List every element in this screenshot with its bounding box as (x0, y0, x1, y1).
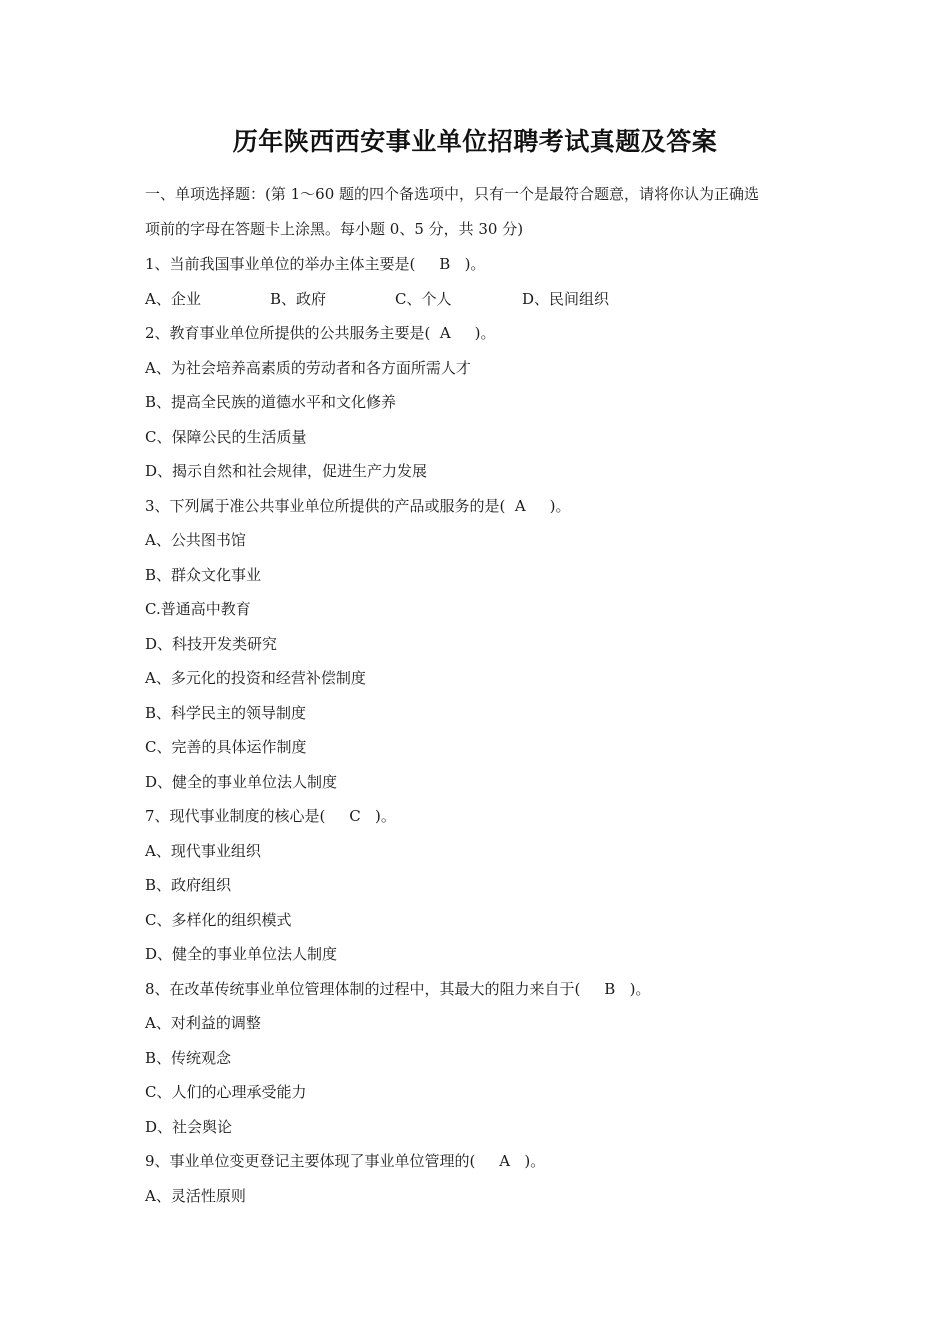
question-list (145, 247, 845, 1213)
option: B、提高全民族的道德水平和文化修养 (145, 393, 397, 411)
option: C.普通高中教育 (145, 600, 251, 618)
option: B、政府 (270, 289, 327, 308)
option: C、保障公民的生活质量 (145, 427, 307, 446)
option: D、健全的事业单位法人制度 (145, 945, 338, 963)
option: C、多样化的组织模式 (145, 910, 292, 929)
option: C、完善的具体运作制度 (145, 738, 307, 756)
question-stem: 1、当前我国事业单位的举办主体主要是( B )。 (145, 255, 486, 273)
question-stem: 2、教育事业单位所提供的公共服务主要是( A )。 (145, 324, 496, 342)
option-row (145, 282, 845, 317)
intro-line-1: 一、单项选择题：(第 1～60 题的四个备选项中，只有一个是最符合题意，请将你认为正确选 (145, 185, 760, 203)
option: A、对利益的调整 (145, 1014, 261, 1032)
question-stem: 9、事业单位变更登记主要体现了事业单位管理的( A )。 (145, 1152, 546, 1170)
section-intro (145, 177, 820, 246)
option: C、人们的心理承受能力 (145, 1083, 307, 1101)
option: A、公共图书馆 (145, 531, 246, 549)
option: D、科技开发类研究 (145, 634, 278, 653)
option: D、揭示自然和社会规律，促进生产力发展 (145, 462, 428, 480)
option: D、社会舆论 (145, 1117, 233, 1136)
option: D、健全的事业单位法人制度 (145, 772, 338, 791)
question-stem: 3、下列属于准公共事业单位所提供的产品或服务的是( A )。 (145, 496, 571, 515)
option: D、民间组织 (522, 289, 610, 308)
question-stem: 8、在改革传统事业单位管理体制的过程中，其最大的阻力来自于( B )。 (145, 979, 651, 998)
intro-line-2: 项前的字母在答题卡上涂黑。每小题 0、5 分，共 30 分) (145, 219, 524, 238)
option: A、多元化的投资和经营补偿制度 (145, 669, 366, 687)
option: C、个人 (395, 289, 452, 308)
option: B、政府组织 (145, 876, 232, 894)
option: A、灵活性原则 (145, 1186, 246, 1205)
option: A、为社会培养高素质的劳动者和各方面所需人才 (145, 358, 471, 377)
document-title: 历年陕西西安事业单位招聘考试真题及答案 (232, 127, 718, 156)
option: B、科学民主的领导制度 (145, 703, 307, 722)
option: A、企业 (145, 289, 201, 308)
option: B、传统观念 (145, 1048, 232, 1067)
option: B、群众文化事业 (145, 565, 262, 584)
option: A、现代事业组织 (145, 841, 261, 860)
question-stem: 7、现代事业制度的核心是( C )。 (145, 807, 396, 825)
